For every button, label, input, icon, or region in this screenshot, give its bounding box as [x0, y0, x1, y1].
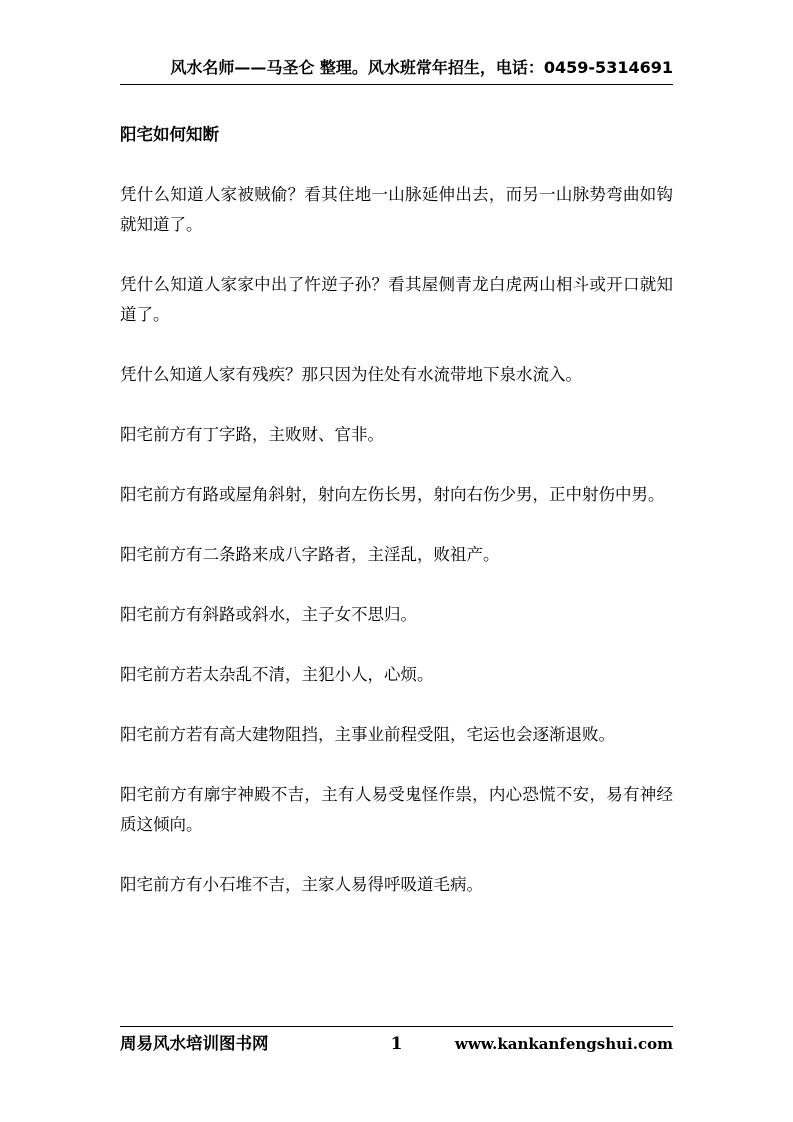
page-header — [120, 52, 673, 85]
page-number: 1 — [390, 1034, 403, 1054]
document-title: 阳宅如何知断 — [120, 125, 219, 144]
paragraph: 阳宅前方有路或屋角斜射，射向左伤长男，射向右伤少男，正中射伤中男。 — [120, 485, 665, 504]
page-footer — [120, 1026, 673, 1061]
paragraph: 阳宅前方有二条路来成八字路者，主淫乱，败祖产。 — [120, 545, 500, 564]
paragraph: 凭什么知道人家家中出了忤逆子孙？看其屋侧青龙白虎两山相斗或开口就知道了。 — [120, 275, 673, 324]
footer-url: www.kankanfengshui.com — [454, 1035, 673, 1053]
document-body — [120, 120, 673, 930]
footer-site-name: 周易风水培训图书网 — [120, 1034, 269, 1053]
paragraph: 凭什么知道人家有残疾？那只因为住处有水流带地下泉水流入。 — [120, 365, 582, 384]
header-text: 风水名师——马圣仑 整理。风水班常年招生，电话：0459-5314691 — [170, 58, 673, 77]
paragraph: 凭什么知道人家被贼偷？看其住地一山脉延伸出去，而另一山脉势弯曲如钩就知道了。 — [120, 185, 673, 234]
paragraph: 阳宅前方有廓宇神殿不吉，主有人易受鬼怪作祟，内心恐慌不安，易有神经质这倾向。 — [120, 785, 673, 834]
paragraph: 阳宅前方有丁字路，主败财、官非。 — [120, 425, 384, 444]
paragraph: 阳宅前方若有高大建物阻挡，主事业前程受阻，宅运也会逐渐退败。 — [120, 725, 615, 744]
paragraph: 阳宅前方若太杂乱不清，主犯小人，心烦。 — [120, 665, 434, 684]
paragraph: 阳宅前方有斜路或斜水，主子女不思归。 — [120, 605, 417, 624]
paragraph: 阳宅前方有小石堆不吉，主家人易得呼吸道毛病。 — [120, 875, 483, 894]
